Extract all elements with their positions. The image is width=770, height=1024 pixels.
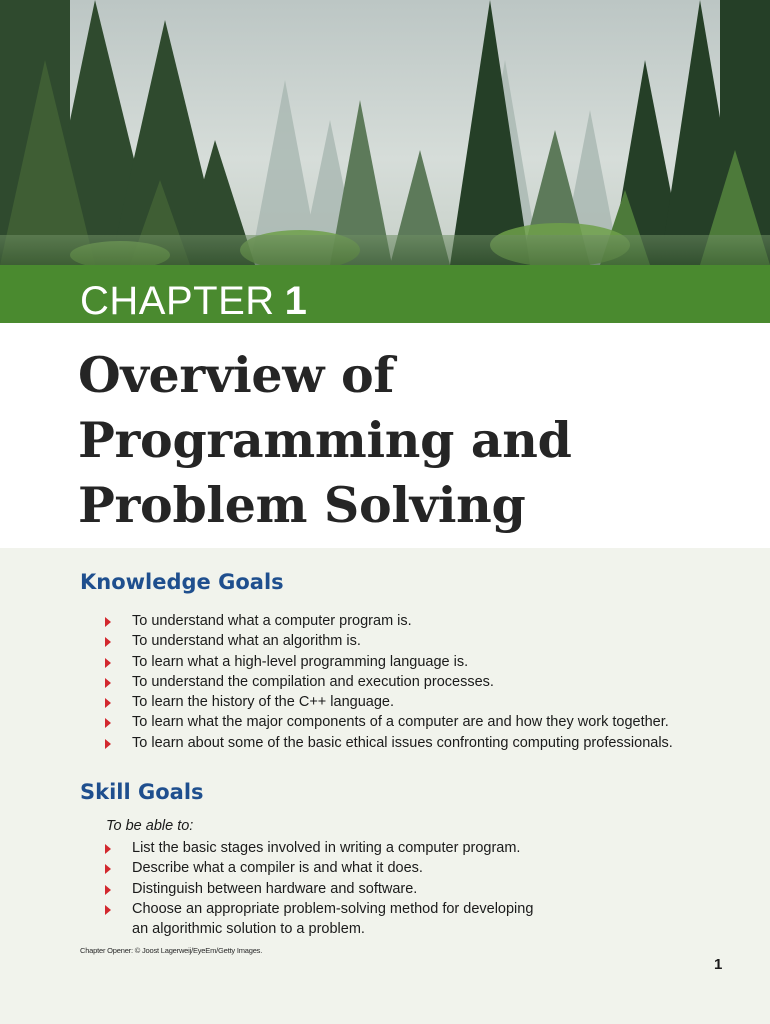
list-item	[104, 899, 533, 919]
bullet-arrow-icon	[105, 617, 111, 627]
skill-goals-list	[104, 838, 533, 939]
goal-text: To understand what an algorithm is.	[132, 633, 361, 650]
bullet-arrow-icon	[105, 658, 111, 668]
list-item	[104, 631, 673, 651]
chapter-label	[80, 277, 307, 325]
goal-text: an algorithmic solution to a problem.	[132, 921, 365, 938]
chapter-title-line: Overview of	[78, 346, 395, 404]
bullet-arrow-icon	[105, 885, 111, 895]
list-item	[104, 652, 673, 672]
bullet-arrow-icon	[105, 739, 111, 749]
list-item	[104, 611, 673, 631]
goal-text: Describe what a compiler is and what it does.	[132, 860, 423, 877]
goal-text: To understand what a computer program is.	[132, 613, 412, 629]
chapter-title-line: Programming and	[78, 411, 572, 469]
chapter-number: 1	[284, 279, 308, 323]
goal-text: To learn what a high-level programming language is.	[132, 653, 469, 670]
goal-text: To learn what the major components of a computer are and how they work together.	[132, 714, 669, 731]
page-number: 1	[714, 956, 723, 973]
bullet-arrow-icon	[105, 905, 111, 915]
misty-forest-illustration	[0, 0, 770, 265]
knowledge-goals-heading: Knowledge Goals	[80, 570, 284, 594]
goal-text: To learn about some of the basic ethical issues confronting computing professionals.	[132, 734, 673, 751]
knowledge-goals-list	[104, 611, 673, 753]
image-credit: Chapter Opener: © Joost Lagerweij/EyeEm/Getty Images.	[80, 946, 263, 955]
bullet-arrow-icon	[105, 864, 111, 874]
bullet-arrow-icon	[105, 698, 111, 708]
chapter-word: CHAPTER	[80, 279, 275, 323]
goal-text: To understand the compilation and execution processes.	[132, 673, 494, 690]
goal-text: To learn the history of the C++ language.	[132, 694, 394, 711]
bullet-arrow-icon	[105, 718, 111, 728]
list-item	[104, 838, 533, 858]
list-item	[104, 879, 533, 899]
chapter-title	[78, 343, 572, 538]
list-item	[104, 733, 673, 753]
bullet-arrow-icon	[105, 678, 111, 688]
goal-text: Choose an appropriate problem-solving method for developing	[132, 900, 534, 917]
skill-goals-heading: Skill Goals	[80, 780, 204, 804]
list-item	[104, 858, 533, 878]
list-item	[104, 672, 673, 692]
bullet-arrow-icon	[105, 844, 111, 854]
skill-goals-intro: To be able to:	[106, 818, 194, 834]
chapter-opener-image	[0, 0, 770, 265]
list-item	[104, 692, 673, 712]
bullet-arrow-icon	[105, 637, 111, 647]
list-item-continuation	[104, 919, 533, 939]
goal-text: Distinguish between hardware and software.	[132, 880, 418, 897]
goal-text: List the basic stages involved in writing a computer program.	[132, 840, 521, 856]
list-item	[104, 712, 673, 732]
chapter-title-line: Problem Solving	[78, 476, 526, 534]
